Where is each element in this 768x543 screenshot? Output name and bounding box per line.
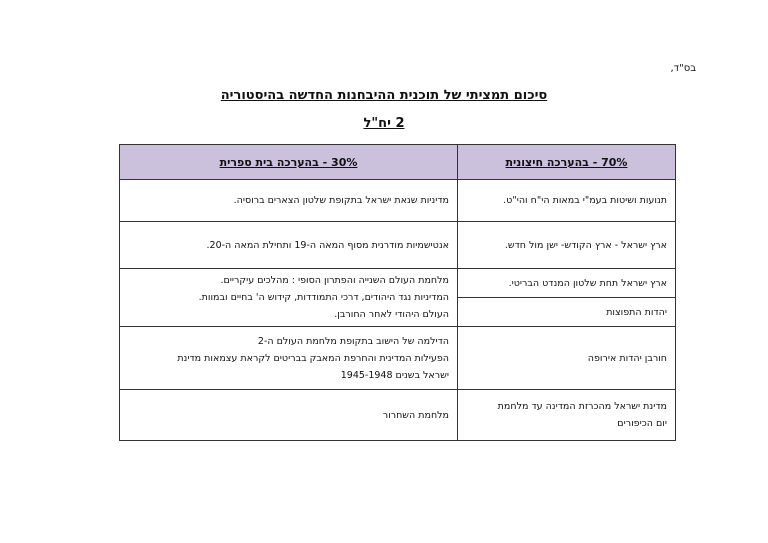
header-internal: 30% - בהערכה בית ספרית bbox=[120, 145, 458, 180]
header-external: 70% - בהערכה חיצונית bbox=[458, 145, 676, 180]
table-row bbox=[120, 327, 676, 390]
external-cell: חורבן יהדות אירופה bbox=[458, 327, 676, 390]
internal-line: אנטישמיות מודרנית מסוף המאה ה-19 ותחילת המאה ה-20. bbox=[206, 239, 449, 251]
external-cell: ארץ ישראל - ארץ הקודש- ישן מול חדש. bbox=[458, 222, 676, 269]
internal-line: מלחמת העולם השנייה והפתרון הסופי : מהלכים עיקריים. bbox=[220, 275, 449, 286]
internal-line: המדיניות נגד היהודים, דרכי התמודדות, קידוש ה' בחיים ובמוות. bbox=[198, 292, 449, 303]
table-row bbox=[120, 390, 676, 441]
internal-line: הפעילות המדינית והחרפת המאבק בבריטים לקראת עצמאות מדינת bbox=[177, 352, 449, 364]
external-line: יום הכיפורים bbox=[617, 418, 667, 429]
internal-cell bbox=[120, 327, 458, 390]
header-note: בס"ד, bbox=[670, 63, 696, 74]
table-row bbox=[120, 269, 676, 298]
internal-line: העולם היהודי לאחר החורבן. bbox=[334, 309, 449, 320]
internal-cell bbox=[120, 269, 458, 327]
internal-line: מדיניות שנאת ישראל בתקופת שלטון הצארים ברוסיה. bbox=[233, 195, 449, 206]
table-row bbox=[120, 222, 676, 269]
external-cell: ארץ ישראל תחת שלטון המנדט הבריטי. bbox=[458, 269, 676, 298]
internal-cell bbox=[120, 222, 458, 269]
internal-line: הדילמה של הישוב בתקופת מלחמת העולם ה-2 bbox=[257, 335, 449, 347]
external-line: מדינת ישראל מהכרזת המדינה עד מלחמת bbox=[497, 401, 667, 412]
internal-line: ישראל בשנים 1945-1948 bbox=[340, 369, 449, 381]
document-subtitle: 2 יח"ל bbox=[363, 116, 405, 131]
external-cell bbox=[458, 390, 676, 441]
internal-cell bbox=[120, 390, 458, 441]
document-title: סיכום תמציתי של תוכנית ההיבחנות החדשה בהיסטוריה bbox=[220, 88, 548, 103]
table-header-row bbox=[120, 145, 676, 180]
summary-table bbox=[119, 144, 676, 441]
internal-line: מלחמת השחרור bbox=[382, 409, 449, 421]
external-cell: יהדות התפוצות bbox=[458, 298, 676, 327]
table-row bbox=[120, 180, 676, 222]
external-cell: תנועות ושיטות בעמ"י במאות הי"ח והי"ט. bbox=[458, 180, 676, 222]
internal-cell bbox=[120, 180, 458, 222]
